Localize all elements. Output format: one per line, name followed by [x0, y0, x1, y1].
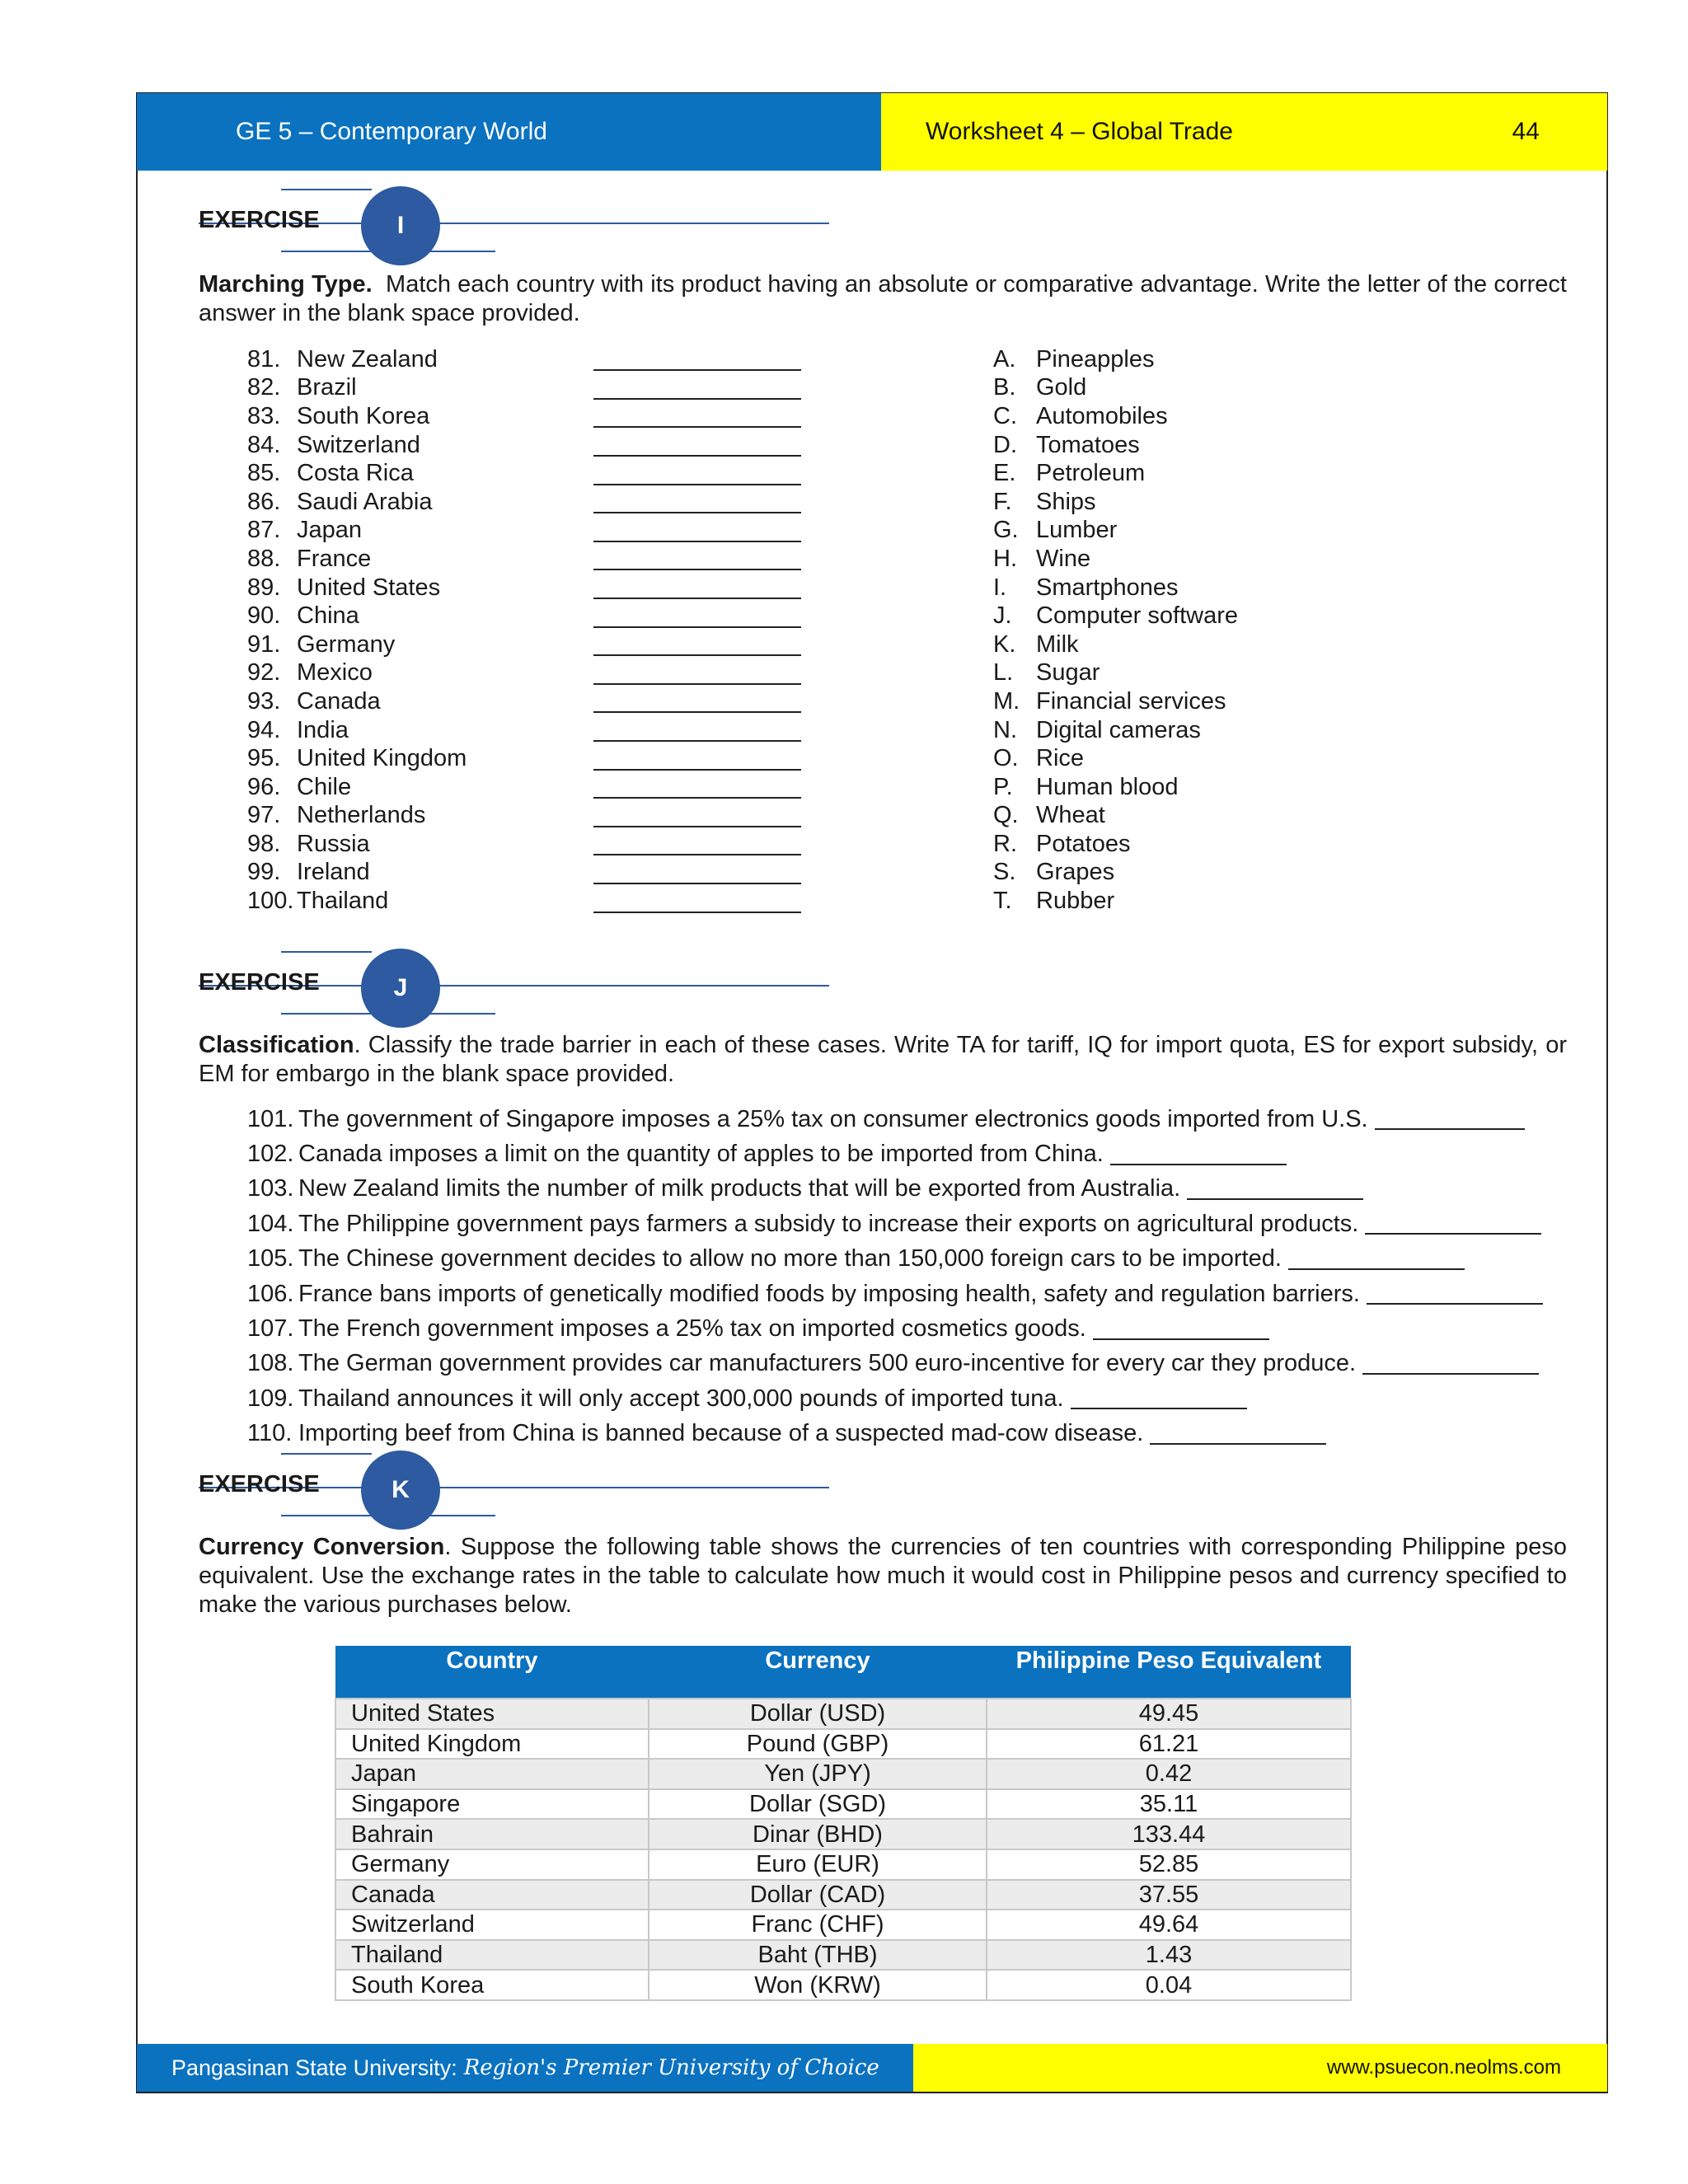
university-tagline: Region's Premier University of Choice	[463, 2055, 879, 2080]
course-title: GE 5 – Contemporary World	[137, 93, 881, 171]
choice-text: Human blood	[1036, 773, 1179, 800]
choice-letter: O.	[993, 745, 1019, 772]
list-item	[993, 687, 1405, 716]
item-text: The government of Singapore imposes a 25% tax on consumer electronics goods imported from U.S.	[298, 1105, 1368, 1132]
choice-letter: B.	[993, 374, 1016, 401]
item-number: 96.	[247, 773, 281, 800]
cell-currency: Dollar (SGD)	[649, 1789, 987, 1820]
list-item	[247, 1207, 1566, 1241]
cell-peso: 0.42	[987, 1759, 1351, 1789]
country-name: Brazil	[297, 374, 357, 401]
item-number: 103.	[247, 1175, 294, 1202]
choice-text: Computer software	[1036, 602, 1238, 630]
choice-text: Rice	[1036, 745, 1085, 772]
exercise-i-instructions	[199, 270, 1567, 328]
classification-list	[247, 1102, 1566, 1451]
university-name: Pangasinan State University:	[171, 2055, 457, 2080]
list-item	[993, 716, 1405, 745]
answer-blank[interactable]	[593, 519, 801, 542]
item-number: 86.	[247, 488, 281, 515]
list-item	[247, 459, 824, 488]
answer-blank[interactable]	[593, 890, 801, 913]
footer-university	[137, 2044, 913, 2092]
cell-peso: 1.43	[987, 1940, 1351, 1971]
cell-currency: Dinar (BHD)	[649, 1819, 987, 1849]
country-name: France	[297, 545, 372, 572]
item-text: Thailand announces it will only accept 300,000 pounds of imported tuna.	[298, 1385, 1064, 1412]
answer-blank[interactable]	[1367, 1283, 1543, 1305]
choice-letter: F.	[993, 488, 1012, 515]
list-item	[247, 773, 824, 802]
cell-currency: Euro (EUR)	[649, 1849, 987, 1880]
list-item	[247, 402, 824, 431]
table-row	[335, 1789, 1351, 1820]
exercise-i-heading	[199, 188, 842, 262]
exercise-label: EXERCISE	[199, 969, 320, 996]
item-number: 92.	[247, 659, 281, 687]
cell-country: Canada	[335, 1880, 649, 1910]
table-row	[335, 1819, 1351, 1849]
choice-letter: P.	[993, 773, 1013, 800]
choice-letter: I.	[993, 574, 1007, 601]
list-item	[993, 345, 1405, 374]
choice-text: Ships	[1036, 488, 1096, 515]
list-item	[247, 659, 824, 688]
list-item	[993, 402, 1405, 431]
table-row	[335, 1759, 1351, 1789]
list-item	[247, 744, 824, 773]
item-number: 106.	[247, 1280, 294, 1307]
choice-text: Pineapples	[1036, 345, 1155, 373]
choice-text: Wine	[1036, 545, 1091, 572]
answer-blank[interactable]	[1187, 1179, 1363, 1200]
item-number: 109.	[247, 1385, 294, 1412]
answer-blank[interactable]	[593, 719, 801, 742]
answer-blank[interactable]	[593, 690, 801, 713]
list-item	[247, 716, 824, 745]
choice-text: Milk	[1036, 630, 1079, 658]
choice-letter: J.	[993, 602, 1012, 630]
choice-text: Smartphones	[1036, 574, 1179, 601]
cell-country: Germany	[335, 1849, 649, 1880]
list-item	[247, 887, 824, 916]
cell-country: Bahrain	[335, 1819, 649, 1849]
list-item	[993, 431, 1405, 460]
list-item	[247, 374, 824, 403]
cell-country: South Korea	[335, 1970, 649, 2000]
list-item	[247, 859, 824, 888]
divider-line	[281, 951, 372, 953]
list-item	[247, 1277, 1566, 1311]
instruction-title: Classification	[199, 1032, 354, 1058]
choice-letter: S.	[993, 859, 1016, 886]
item-text: The Chinese government decides to allow no more than 150,000 foreign cars to be imported.	[298, 1245, 1282, 1272]
cell-country: Thailand	[335, 1940, 649, 1971]
instruction-text: Match each country with its product having an absolute or comparative advantage. Write the letter of the correct answer in the blank space provided.	[199, 271, 1567, 326]
answer-blank[interactable]	[593, 405, 801, 428]
choice-text: Petroleum	[1036, 460, 1146, 487]
cell-peso: 35.11	[987, 1789, 1351, 1820]
choice-text: Sugar	[1036, 659, 1100, 687]
answer-blank[interactable]	[593, 605, 801, 628]
table-row	[335, 1970, 1351, 2000]
cell-peso: 49.45	[987, 1699, 1351, 1729]
choice-letter: R.	[993, 830, 1017, 857]
instruction-text: . Suppose the following table shows the currencies of ten countries with corresponding Philippine peso equivalent. Use the exchange rates in the table to calculate how much it would cost in Philippine pesos and currency specified to make the various purchases below.	[199, 1534, 1567, 1618]
item-number: 91.	[247, 630, 281, 658]
exercise-j-heading	[199, 950, 842, 1024]
item-number: 85.	[247, 460, 281, 487]
item-number: 101.	[247, 1105, 294, 1132]
cell-peso: 0.04	[987, 1970, 1351, 2000]
choice-text: Rubber	[1036, 888, 1115, 915]
country-name: Saudi Arabia	[297, 488, 433, 515]
country-name: India	[297, 716, 349, 743]
item-number: 98.	[247, 830, 281, 857]
answer-blank[interactable]	[593, 633, 801, 656]
answer-blank[interactable]	[593, 662, 801, 685]
choice-letter: C.	[993, 402, 1017, 429]
choice-letter: L.	[993, 659, 1014, 687]
choice-letter: E.	[993, 460, 1016, 487]
cell-currency: Baht (THB)	[649, 1940, 987, 1971]
table-row	[335, 1729, 1351, 1760]
exercise-j-instructions	[199, 1031, 1567, 1089]
column-header: Currency	[649, 1646, 987, 1699]
column-header: Philippine Peso Equivalent	[987, 1646, 1351, 1699]
country-name: Chile	[297, 773, 352, 800]
cell-country: Singapore	[335, 1789, 649, 1820]
item-number: 97.	[247, 802, 281, 829]
answer-blank[interactable]	[593, 434, 801, 457]
choice-text: Financial services	[1036, 687, 1226, 715]
country-name: United Kingdom	[297, 745, 467, 772]
list-item	[247, 1347, 1566, 1381]
country-list	[247, 345, 824, 916]
list-item	[993, 659, 1405, 688]
choice-letter: G.	[993, 517, 1019, 544]
list-item	[247, 545, 824, 574]
item-number: 87.	[247, 517, 281, 544]
choice-text: Automobiles	[1036, 402, 1168, 429]
list-item	[247, 830, 824, 859]
cell-currency: Pound (GBP)	[649, 1729, 987, 1760]
country-name: Japan	[297, 517, 363, 544]
item-number: 102.	[247, 1141, 294, 1168]
list-item	[993, 545, 1405, 574]
country-name: Mexico	[297, 659, 373, 687]
list-item	[247, 1381, 1566, 1416]
choice-letter: N.	[993, 716, 1017, 743]
cell-currency: Dollar (CAD)	[649, 1880, 987, 1910]
footer-website	[913, 2044, 1607, 2092]
instruction-text: . Classify the trade barrier in each of these cases. Write TA for tariff, IQ for import quota, ES for export subsidy, or EM for embargo in the blank space provided.	[199, 1032, 1567, 1087]
answer-blank[interactable]	[593, 576, 801, 599]
list-item	[993, 459, 1405, 488]
country-name: Netherlands	[297, 802, 426, 829]
item-number: 107.	[247, 1315, 294, 1343]
item-number: 104.	[247, 1210, 294, 1237]
item-number: 95.	[247, 745, 281, 772]
country-name: Ireland	[297, 859, 370, 886]
cell-peso: 61.21	[987, 1729, 1351, 1760]
item-number: 88.	[247, 545, 281, 572]
country-name: Canada	[297, 687, 381, 715]
answer-blank[interactable]	[1375, 1108, 1525, 1130]
list-item	[993, 859, 1405, 888]
country-name: China	[297, 602, 359, 630]
answer-blank[interactable]	[1365, 1213, 1541, 1235]
country-name: Switzerland	[297, 431, 420, 458]
choice-text: Digital cameras	[1036, 716, 1201, 743]
item-text: The French government imposes a 25% tax on imported cosmetics goods.	[298, 1315, 1086, 1343]
cell-country: Switzerland	[335, 1910, 649, 1940]
country-name: United States	[297, 574, 441, 601]
country-name: Germany	[297, 630, 396, 658]
header-bar	[137, 93, 1607, 171]
item-number: 93.	[247, 687, 281, 715]
cell-country: United Kingdom	[335, 1729, 649, 1760]
item-number: 110.	[247, 1420, 293, 1447]
item-number: 82.	[247, 374, 281, 401]
divider-line	[281, 189, 372, 190]
list-item	[247, 1417, 1566, 1451]
choice-text: Gold	[1036, 374, 1087, 401]
answer-blank[interactable]	[593, 490, 801, 513]
choice-letter: K.	[993, 630, 1016, 658]
cell-peso: 37.55	[987, 1880, 1351, 1910]
item-number: 108.	[247, 1350, 294, 1377]
list-item	[993, 574, 1405, 602]
exercise-label: EXERCISE	[199, 1471, 320, 1497]
item-text: The German government provides car manufacturers 500 euro-incentive for every car they produce.	[298, 1350, 1357, 1377]
list-item	[993, 602, 1405, 630]
choice-letter: Q.	[993, 802, 1019, 829]
currency-table	[335, 1646, 1352, 2001]
divider-line	[281, 1453, 372, 1455]
website-link[interactable]: www.psuecon.neolms.com	[1326, 2056, 1561, 2079]
list-item	[993, 830, 1405, 859]
list-item	[993, 802, 1405, 831]
answer-blank[interactable]	[593, 776, 801, 799]
cell-peso: 133.44	[987, 1819, 1351, 1849]
answer-blank[interactable]	[1071, 1388, 1247, 1409]
list-item	[247, 431, 824, 460]
country-name: Thailand	[297, 888, 389, 915]
list-item	[247, 1102, 1566, 1137]
page-number: 44	[1512, 118, 1540, 145]
list-item	[993, 773, 1405, 802]
list-item	[247, 630, 824, 659]
table-header-row	[335, 1646, 1351, 1699]
list-item	[993, 517, 1405, 546]
country-name: South Korea	[297, 402, 430, 429]
country-name: Russia	[297, 830, 370, 857]
column-header: Country	[335, 1646, 649, 1699]
table-row	[335, 1699, 1351, 1729]
item-text: France bans imports of genetically modified foods by imposing health, safety and regulation barriers.	[298, 1280, 1360, 1307]
answer-blank[interactable]	[1288, 1249, 1465, 1270]
item-text: Importing beef from China is banned because of a suspected mad-cow disease.	[298, 1420, 1144, 1447]
item-number: 83.	[247, 402, 281, 429]
answer-blank[interactable]	[1362, 1353, 1539, 1375]
table-row	[335, 1849, 1351, 1880]
list-item	[993, 374, 1405, 403]
item-number: 89.	[247, 574, 281, 601]
cell-peso: 49.64	[987, 1910, 1351, 1940]
cell-currency: Won (KRW)	[649, 1970, 987, 2000]
footer-bar	[137, 2044, 1607, 2092]
choice-text: Grapes	[1036, 859, 1115, 886]
cell-currency: Franc (CHF)	[649, 1910, 987, 1940]
item-number: 90.	[247, 602, 281, 630]
answer-blank[interactable]	[1110, 1144, 1287, 1165]
answer-blank[interactable]	[593, 377, 801, 400]
answer-blank[interactable]	[593, 462, 801, 485]
item-number: 105.	[247, 1245, 294, 1272]
exercise-label: EXERCISE	[199, 207, 320, 233]
list-item	[993, 744, 1405, 773]
list-item	[993, 630, 1405, 659]
instruction-title: Currency Conversion	[199, 1534, 445, 1560]
list-item	[247, 345, 824, 374]
list-item	[247, 1311, 1566, 1346]
cell-country: United States	[335, 1699, 649, 1729]
list-item	[247, 488, 824, 517]
item-number: 81.	[247, 345, 281, 373]
answer-list	[993, 345, 1405, 916]
choice-letter: D.	[993, 431, 1017, 458]
cell-currency: Yen (JPY)	[649, 1759, 987, 1789]
item-text: The Philippine government pays farmers a subsidy to increase their exports on agricultural products.	[298, 1210, 1359, 1237]
list-item	[247, 1172, 1566, 1207]
table-row	[335, 1940, 1351, 1971]
choice-letter: T.	[993, 888, 1012, 915]
cell-peso: 52.85	[987, 1849, 1351, 1880]
choice-text: Potatoes	[1036, 830, 1131, 857]
list-item	[993, 887, 1405, 916]
worksheet-banner	[881, 93, 1607, 171]
worksheet-title: Worksheet 4 – Global Trade	[926, 118, 1233, 145]
answer-blank[interactable]	[593, 547, 801, 570]
list-item	[247, 574, 824, 602]
choice-text: Tomatoes	[1036, 431, 1140, 458]
item-number: 84.	[247, 431, 281, 458]
list-item	[247, 517, 824, 546]
list-item	[247, 1242, 1566, 1277]
answer-blank[interactable]	[1093, 1319, 1269, 1340]
answer-blank[interactable]	[593, 348, 801, 371]
exercise-badge: J	[361, 949, 440, 1028]
country-name: New Zealand	[297, 345, 438, 373]
item-number: 100.	[247, 888, 294, 915]
answer-blank[interactable]	[593, 861, 801, 884]
answer-blank[interactable]	[593, 748, 801, 771]
item-number: 99.	[247, 859, 281, 886]
choice-letter: A.	[993, 345, 1016, 373]
item-number: 94.	[247, 716, 281, 743]
exercise-k-heading	[199, 1452, 842, 1526]
list-item	[247, 802, 824, 831]
exercise-badge: I	[361, 186, 440, 265]
answer-blank[interactable]	[1150, 1423, 1326, 1445]
choice-letter: H.	[993, 545, 1017, 572]
table-row	[335, 1910, 1351, 1940]
choice-text: Wheat	[1036, 802, 1105, 829]
list-item	[247, 1137, 1566, 1171]
instruction-title: Marching Type.	[199, 271, 373, 298]
cell-country: Japan	[335, 1759, 649, 1789]
answer-blank[interactable]	[593, 832, 801, 855]
list-item	[247, 687, 824, 716]
choice-text: Lumber	[1036, 517, 1118, 544]
choice-letter: M.	[993, 687, 1020, 715]
item-text: Canada imposes a limit on the quantity of apples to be imported from China.	[298, 1141, 1104, 1168]
cell-currency: Dollar (USD)	[649, 1699, 987, 1729]
table-row	[335, 1880, 1351, 1910]
item-text: New Zealand limits the number of milk products that will be exported from Australia.	[298, 1175, 1181, 1202]
list-item	[993, 488, 1405, 517]
exercise-k-instructions	[199, 1533, 1567, 1619]
list-item	[247, 602, 824, 630]
exercise-badge: K	[361, 1451, 440, 1530]
answer-blank[interactable]	[593, 804, 801, 827]
country-name: Costa Rica	[297, 460, 414, 487]
